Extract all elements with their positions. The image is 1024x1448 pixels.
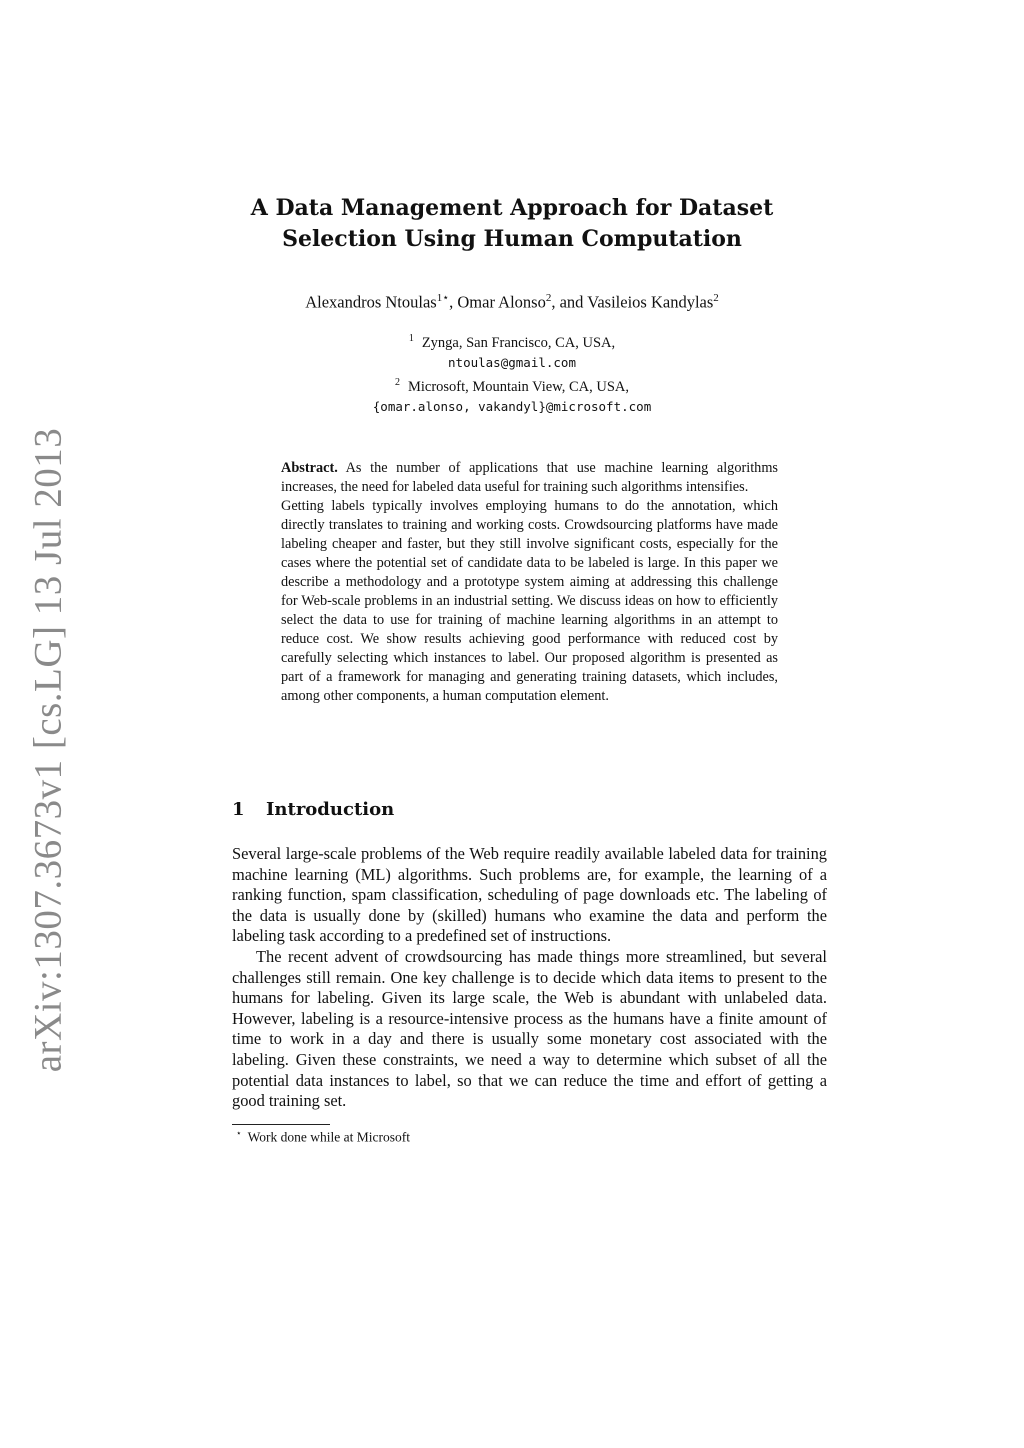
paper-title <box>0 193 1024 255</box>
arxiv-identifier-stamp: arXiv:1307.3673v1 [cs.LG] 13 Jul 2013 <box>26 427 70 1073</box>
footnote-mark: ⋆ <box>236 1128 242 1138</box>
abstract <box>281 459 778 706</box>
affiliation-1 <box>0 329 1024 353</box>
author-separator: , and <box>551 292 588 312</box>
section-title: Introduction <box>266 799 395 820</box>
author-list <box>0 291 1024 313</box>
abstract-text-1: As the number of applications that use machine learning algorithms increases, the need for labeled data useful for training such algorithms intensifies. <box>281 460 778 495</box>
affiliation-text: Microsoft, Mountain View, CA, USA, <box>407 378 630 395</box>
footnote-text: Work done while at Microsoft <box>247 1129 411 1145</box>
paper-title-line-2: Selection Using Human Computation <box>282 226 742 252</box>
abstract-paragraph-2: Getting labels typically involves employing humans to do the annotation, which directly translates to training and working costs. Crowdsourcing platforms have made labeling cheaper and faster, but they still involve significant costs, especially for the cases where the potential set of candidate data to be labeled is large. In this paper we describe a methodology and a prototype system aiming at addressing this challenge for Web-scale problems in an industrial setting. We discuss ideas on how to efficiently select the data to use for training of machine learning algorithms in an attempt to reduce cost. We show results achieving good performance with reduced cost by carefully selecting which instances to label. Our proposed algorithm is presented as part of a framework for managing and generating training datasets, which includes, among other components, a human computation element. <box>281 498 778 704</box>
author-affiliation-mark: 1⋆ <box>436 292 450 304</box>
affiliation-2-email[interactable]: {omar.alonso, vakandyl}@microsoft.com <box>372 399 652 415</box>
author-name: Alexandros Ntoulas <box>305 292 437 312</box>
author-affiliation-mark: 2 <box>545 292 552 304</box>
footnote-divider <box>232 1124 330 1125</box>
section-heading-introduction <box>232 799 394 820</box>
abstract-paragraph-1 <box>281 459 778 497</box>
author-name: Omar Alonso <box>457 292 546 312</box>
affiliation-block <box>0 329 1024 417</box>
affiliation-2 <box>0 373 1024 397</box>
author-name: Vasileios Kandylas <box>587 292 714 312</box>
abstract-label: Abstract. <box>281 460 338 476</box>
author-separator: , <box>449 292 458 312</box>
paper-title-line-1: A Data Management Approach for Dataset <box>250 195 774 221</box>
section-number: 1 <box>232 799 245 820</box>
footnote <box>236 1128 410 1146</box>
affiliation-1-email[interactable]: ntoulas@gmail.com <box>448 355 576 371</box>
body-paragraph-2: The recent advent of crowdsourcing has made things more streamlined, but several challenges still remain. One key challenge is to decide which data items to present to the humans for labeling. Given its large scale, the Web is abundant with unlabeled data. However, labeling is a resource-intensive process as the humans have a finite amount of time to work in a day and there is usually some monetary cost associated with the labeling. Given these constraints, we need a way to determine which subset of all the potential data instances to label, so that we can reduce the time and effort of getting a good training set. <box>232 946 827 1111</box>
affiliation-mark: 2 <box>394 376 400 388</box>
body-paragraph-1: Several large-scale problems of the Web require readily available labeled data for training machine learning (ML) algorithms. Such problems are, for example, the learning of a ranking function, spam classification, scheduling of page downloads etc. The labeling of the data is usually done by (skilled) humans who examine the data and perform the labeling task according to a predefined set of instructions. <box>232 844 827 946</box>
author-affiliation-mark: 2 <box>713 292 719 304</box>
affiliation-text: Zynga, San Francisco, CA, USA, <box>421 334 616 351</box>
affiliation-mark: 1 <box>408 333 414 344</box>
introduction-body <box>232 844 827 1112</box>
